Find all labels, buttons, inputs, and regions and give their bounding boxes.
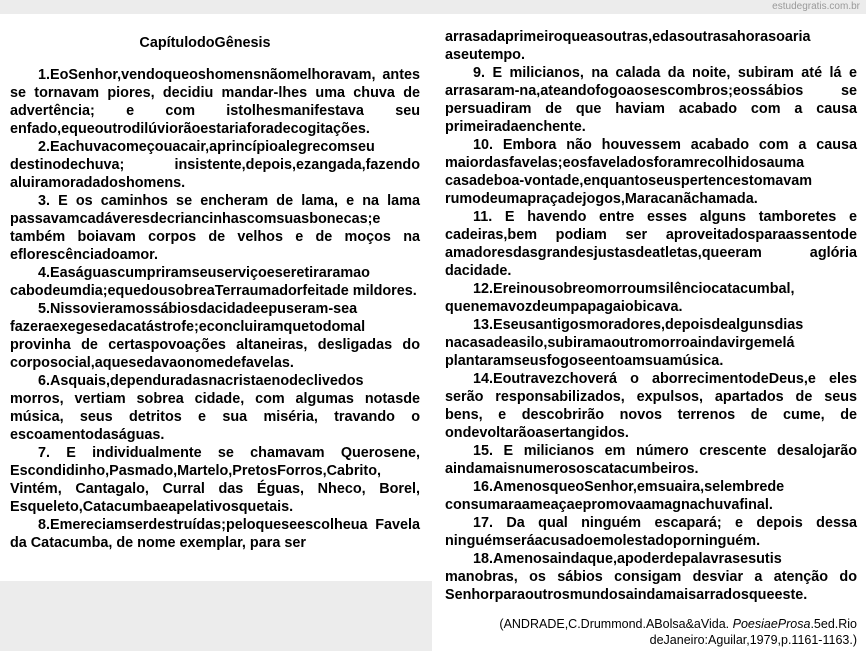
left-column	[10, 34, 420, 552]
citation	[443, 616, 857, 648]
paragraph: 4.Easáguascumpriramseuserviçoeseretiraramao cabodeumdia;equedousobreaTerraumadorfeitade mildores.	[10, 265, 417, 299]
paragraph: 8.Emereciamserdestruídas;peloqueseescolheua Favela da Catacumba, de nome exemplar, para ser	[10, 517, 420, 551]
paragraph: 6.Asquais,dependuradasnacristaenodeclivedos morros, vertiam sobrea cidade, com algumas notasde música, seus detritos e sua miséria, travando o escoamentodaságuas.	[10, 373, 420, 443]
paragraph: 16.AmenosqueoSenhor,emsuaira,selembrede consumaraameaçaepromovaamagnachuvafinal.	[445, 479, 785, 513]
paragraph: 11. E havendo entre esses alguns tamboretes e cadeiras,bem podiam ser aproveitadosparaassentode amadoresdasgrandesjustasdeatletas,queeram aglória dacidade.	[445, 209, 857, 279]
paragraph: 2.Eachuvacomeçouacair,aprincípioalegrecomseu destinodechuva; insistente,depois,ezangada,fazendo aluiramoradadoshomens.	[10, 139, 420, 191]
paragraph: 5.Nissovieramossábiosdacidadeepuseram-sea fazeraexegesedacatástrofe;econcluiramquetodomal provinha de certaspovoações altaneiras, desligadas do corposocial,aquesedavaonomedefavelas.	[10, 301, 420, 371]
bottom-gray-band	[0, 581, 432, 651]
paragraph: 17. Da qual ninguém escapará; e depois dessa ninguémseráacusadoemolestadoporninguém.	[445, 515, 857, 549]
citation-italic: PoesiaeProsa	[732, 617, 811, 631]
top-strip	[0, 0, 866, 14]
paragraph: 18.Amenosaindaque,apoderdepalavrasesutis manobras, os sábios consigam desviar a atenção do Senhorparaoutrosmundosaindamaisarradosqueeste.	[445, 551, 857, 603]
paragraph: 3. E os caminhos se encheram de lama, e na lama passavamcadáveresdecriancinhascomsuasbonecas;e também boiavam corpos de velhos e de moços na eflorescênciadoamor.	[10, 193, 420, 263]
paragraph: 14.Eoutravezchoverá o aborrecimentodeDeus,e eles serão responsabilizados, expulsos, apartados de seus bens, e descobrirão novos terrenos de cume, de ondevoltarãoasertangidos.	[445, 371, 857, 441]
right-column	[445, 28, 857, 604]
paragraph: 10. Embora não houvessem acabado com a causa maiordasfavelas;eosfaveladosforamrecolhidosauma casadeboa-vontade,enquantoseuspertencestomavam rumodeumapraçadejogos,Maracanãchamada.	[445, 137, 857, 207]
paragraph: 13.Eseusantigosmoradores,depoisdealgunsdias nacasadeasilo,subiramaoutromorroaindavirgemelá plantaramseusfogoseentoamsuamúsica.	[445, 317, 804, 369]
paragraph: 15. E milicianos em número crescente desalojarão aindamaisnumerososcatacumbeiros.	[445, 443, 857, 477]
watermark: estudegratis.com.br	[772, 1, 860, 12]
paragraph: 9. E milicianos, na calada da noite, subiram até lá e arrasaram-na,ateandofogoaosescombros;eossábios se persuadiram de que haviam acabado com a causa primeiradaenchente.	[445, 65, 857, 135]
paragraph: 1.EoSenhor,vendoqueoshomensnãomelhoravam, antes se tornavam piores, decidiu mandar-lhes uma chuva de advertência; e com istolhesmanifestava seu enfado,equeoutrodilúviorãoestariaforadecogitações.	[10, 67, 420, 137]
paragraph: arrasadaprimeiroqueasoutras,edasoutrasahorasoaria aseutempo.	[445, 29, 811, 63]
paragraph: 12.Ereinousobreomorroumsilênciocatacumbal, quenemavozdeumpapagaiobicava.	[445, 281, 795, 315]
paragraph: 7. E individualmente se chamavam Querosene, Escondidinho,Pasmado,Martelo,PretosForros,Cabrito, Vintém, Cantagalo, Curral das Éguas, Nheco, Borel, Esqueleto,Catacumbaeapelativosquetais.	[10, 445, 420, 515]
chapter-title: CapítulodoGênesis	[139, 35, 271, 51]
citation-pre: (ANDRADE,C.Drummond.ABolsa&aVida.	[499, 617, 730, 631]
citation-post: .5ed.Rio deJaneiro:Aguilar,1979,p.1161-1163.)	[649, 617, 857, 647]
